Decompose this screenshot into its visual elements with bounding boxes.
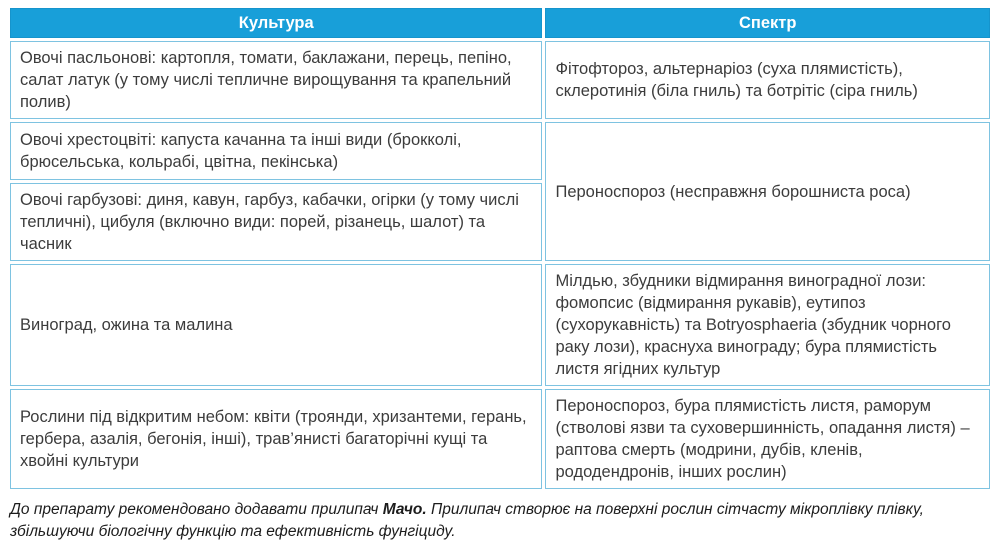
- header-row: [10, 8, 990, 38]
- column-header-spectrum: Спектр: [545, 8, 990, 38]
- culture-cell: Овочі пасльонові: картопля, томати, баклажани, перець, пепіно, салат латук (у тому числі тепличне вирощування та крапельний полив): [10, 41, 542, 119]
- table-row: [10, 389, 990, 489]
- culture-cell: Овочі гарбузові: диня, кавун, гарбуз, кабачки, огірки (у тому числі тепличні), цибуля (включно види: порей, різанець, шалот) та часник: [10, 183, 542, 261]
- footnote: [10, 499, 988, 543]
- footnote-product-name: Мачо.: [382, 500, 427, 518]
- spectrum-cell: Пероноспороз, бура плямистість листя, раморум (стволові язви та суховершинність, опадання листя) – раптова смерть (модрини, дубів, кленів, рододендронів, інших рослин): [545, 389, 990, 489]
- culture-cell: Овочі хрестоцвіті: капуста качанна та інші види (брокколі, брюсельська, кольрабі, цвітна, пекінська): [10, 122, 542, 180]
- footnote-text-suffix: Прилипач створює на поверхні рослин сітчасту мікроплівку плівку, збільшуючи біологічну функцію та ефективність фунгіциду.: [10, 500, 924, 540]
- spectrum-cell: Фітофтороз, альтернаріоз (суха плямистість), склеротинія (біла гниль) та ботрітіс (сіра гниль): [545, 41, 990, 119]
- footnote-text-prefix: До препарату рекомендовано додавати прилипач: [10, 500, 383, 518]
- table-row: [10, 41, 990, 119]
- culture-cell: Виноград, ожина та малина: [10, 264, 542, 386]
- spectrum-cell: Мілдью, збудники відмирання виноградної лози: фомопсис (відмирання рукавів), еутипоз (сухорукавність) та Botryosphaeria (збудник чорного раку лози), краснуха винограду; бура плямистість листя ягідних культур: [545, 264, 990, 386]
- spectrum-cell-merged: Пероноспороз (несправжня борошниста роса): [545, 122, 990, 261]
- table-row: [10, 264, 990, 386]
- culture-cell: Рослини під відкритим небом: квіти (троянди, хризантеми, герань, гербера, азалія, бегонія, інші), трав’янисті багаторічні кущі та хвойні культури: [10, 389, 542, 489]
- column-header-culture: Культура: [10, 8, 542, 38]
- crop-spectrum-table: [7, 5, 993, 492]
- table-row: [10, 122, 990, 180]
